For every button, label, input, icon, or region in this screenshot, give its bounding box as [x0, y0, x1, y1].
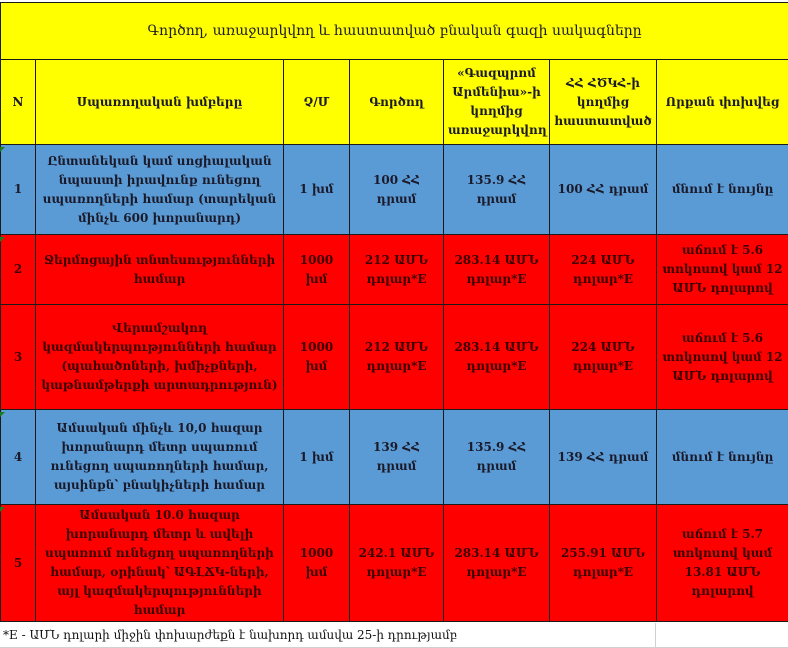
header-unit: Չ/Մ — [284, 60, 350, 145]
cell-comment-marker — [0, 507, 5, 512]
cell-current: 212 ԱՄՆ դոլար*E — [350, 305, 444, 410]
cell-group: Ընտանեկան կամ սոցիալական նպաստի իրավունք ունեցող սպառողների համար (տարեկան մինչև 600 խորանարդ) — [36, 145, 284, 235]
cell-proposed: 283.14 ԱՄՆ դոլար*E — [444, 505, 550, 622]
cell-group: Ամսական 10.0 հազար խորանարդ մետր և ավելի սպառում ունեցող սպառողների համար, օրինակ՝ ԱԳԼՃԿ-ների, այլ կազմակերպությունների համար — [36, 505, 284, 622]
table-row — [1, 145, 788, 235]
cell-n: 2 — [1, 235, 36, 305]
header-approved: ՀՀ ՀԾԿՀ-ի կողմից հաստատված — [550, 60, 657, 145]
cell-unit: 1 խմ — [284, 145, 350, 235]
footnote: *E - ԱՄՆ դոլարի միջին փոխարժեքն է նախորդ ամսվա 25-ի դրությամբ — [0, 623, 656, 647]
cell-change: մնում է նույնը — [657, 410, 788, 505]
cell-n: 5 — [1, 505, 36, 622]
cell-comment-marker — [0, 237, 5, 242]
header-groups: Սպառողական խմբերը — [36, 60, 284, 145]
cell-approved: 224 ԱՄՆ դոլար*E — [550, 235, 657, 305]
header-n: N — [1, 60, 36, 145]
table-row — [1, 305, 788, 410]
cell-unit: 1 խմ — [284, 410, 350, 505]
cell-proposed: 135.9 ՀՀ դրամ — [444, 410, 550, 505]
cell-n: 1 — [1, 145, 36, 235]
cell-approved: 255.91 ԱՄՆ դոլար*E — [550, 505, 657, 622]
cell-change: աճում է 5.6 տոկոսով կամ 12 ԱՄՆ դոլարով — [657, 235, 788, 305]
header-proposed: «Գազպրոմ Արմենիա»-ի կողմից առաջարկվող — [444, 60, 550, 145]
table-row — [1, 505, 788, 622]
cell-current: 139 ՀՀ դրամ — [350, 410, 444, 505]
cell-comment-marker — [0, 412, 5, 417]
header-row — [1, 60, 788, 145]
cell-n: 3 — [1, 305, 36, 410]
cell-change: մնում է նույնը — [657, 145, 788, 235]
cell-current: 100 ՀՀ դրամ — [350, 145, 444, 235]
cell-approved: 139 ՀՀ դրամ — [550, 410, 657, 505]
table-title: Գործող, առաջարկվող և հաստատված բնական գազի սակագները — [1, 3, 788, 60]
cell-group: Ամսական մինչև 10,0 հազար խորանարդ մետր սպառում ունեցող սպառողների համար, այսինքն՝ բնակիչների համար — [36, 410, 284, 505]
cell-change: աճում է 5.7 տոկոսով կամ 13.81 ԱՄՆ դոլարով — [657, 505, 788, 622]
header-change: Որքան փոխվեց — [657, 60, 788, 145]
cell-unit: 1000 խմ — [284, 305, 350, 410]
cell-approved: 100 ՀՀ դրամ — [550, 145, 657, 235]
table-row — [1, 410, 788, 505]
header-current: Գործող — [350, 60, 444, 145]
cell-current: 212 ԱՄՆ դոլար*E — [350, 235, 444, 305]
cell-proposed: 283.14 ԱՄՆ դոլար*E — [444, 305, 550, 410]
cell-current: 242.1 ԱՄՆ դոլար*E — [350, 505, 444, 622]
cell-comment-marker — [0, 147, 5, 152]
cell-proposed: 283.14 ԱՄՆ դոլար*E — [444, 235, 550, 305]
cell-group: Ջերմոցային տնտեսությունների համար — [36, 235, 284, 305]
cell-unit: 1000 խմ — [284, 235, 350, 305]
cell-change: աճում է 5.6 տոկոսով կամ 12 ԱՄՆ դոլարով — [657, 305, 788, 410]
cell-group: Վերամշակող կազմակերպությունների համար (պահածոների, խմիչքների, կաթնամթերքի արտադրություն) — [36, 305, 284, 410]
cell-proposed: 135.9 ՀՀ դրամ — [444, 145, 550, 235]
cell-n: 4 — [1, 410, 36, 505]
gas-tariff-table — [0, 2, 788, 622]
table-row — [1, 235, 788, 305]
cell-approved: 224 ԱՄՆ դոլար*E — [550, 305, 657, 410]
cell-unit: 1000 խմ — [284, 505, 350, 622]
